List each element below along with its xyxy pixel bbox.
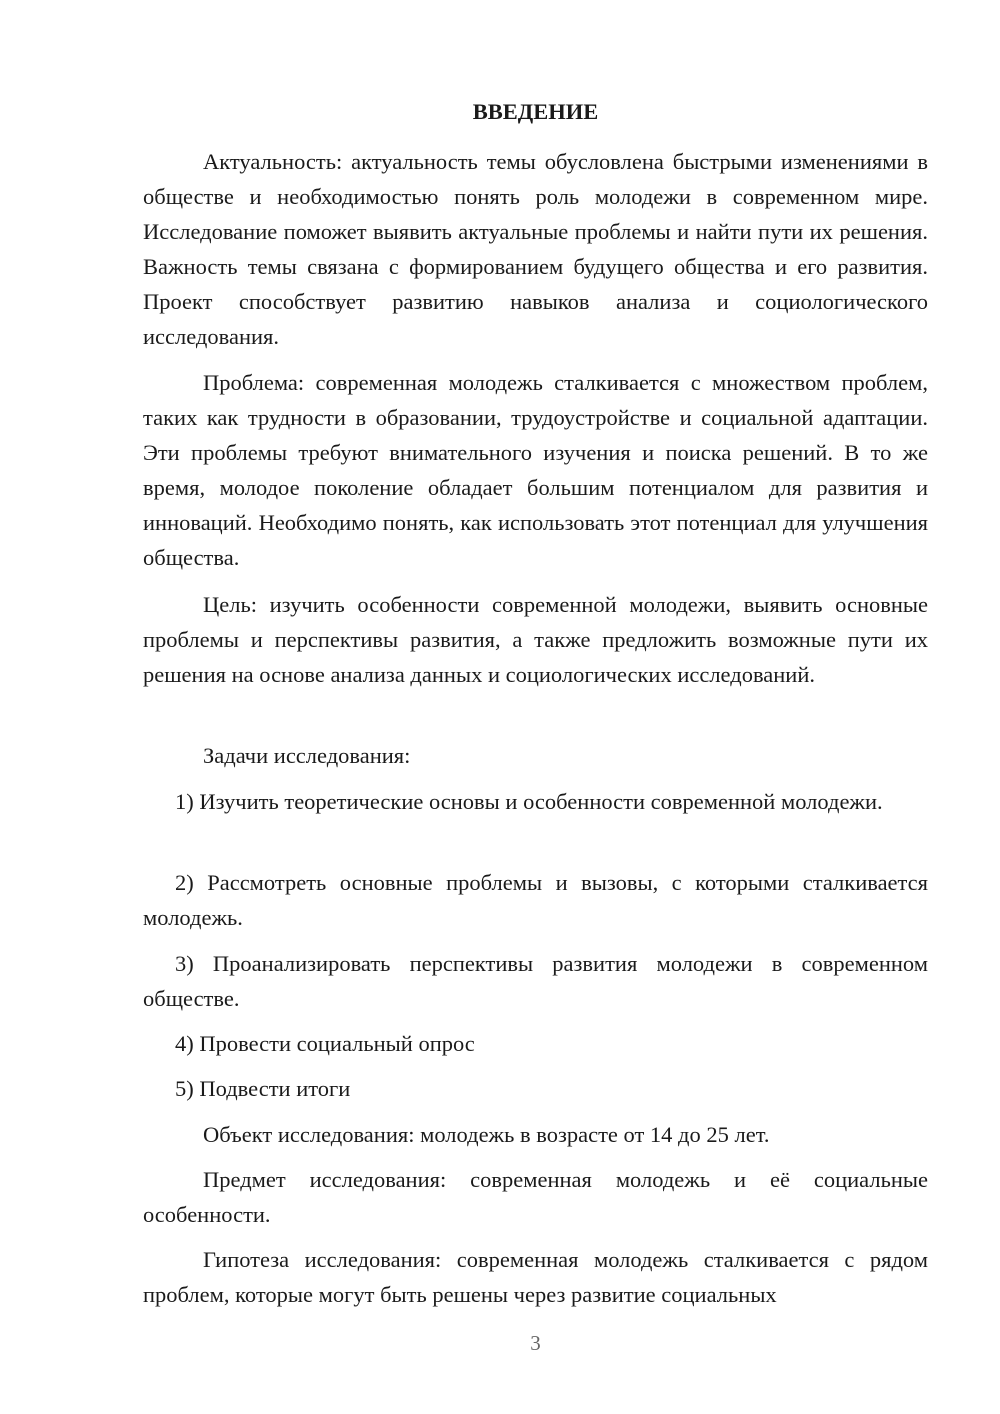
page-number: 3: [530, 1331, 541, 1355]
paragraph-relevance: Актуальность: актуальность темы обусловлена быстрыми изменениями в обществе и необходимостью понять роль молодежи в современном мире. Исследование поможет выявить актуальные проблемы и найти пути их решения. Важность темы связана с формированием будущего общества и его развития. Проект способствует развитию навыков анализа и социологического исследования.: [143, 149, 928, 349]
task-item-2: 2) Рассмотреть основные проблемы и вызовы, с которыми сталкивается молодежь.: [143, 870, 928, 930]
paragraph-problem: Проблема: современная молодежь сталкивается с множеством проблем, таких как трудности в образовании, трудоустройстве и социальной адаптации. Эти проблемы требуют внимательного изучения и поиска решений. В то же время, молодое поколение обладает большим потенциалом для развития и инноваций. Необходимо понять, как использовать этот потенциал для улучшения общества.: [143, 370, 928, 570]
section-heading: ВВЕДЕНИЕ: [472, 99, 599, 124]
paragraph-object: Объект исследования: молодежь в возрасте от 14 до 25 лет.: [203, 1122, 770, 1147]
task-item-4: 4) Провести социальный опрос: [175, 1031, 475, 1056]
task-item-1: 1) Изучить теоретические основы и особенности современной молодежи.: [175, 789, 883, 814]
paragraph-subject: Предмет исследования: современная молодежь и её социальные особенности.: [143, 1167, 928, 1227]
task-item-5: 5) Подвести итоги: [175, 1076, 351, 1101]
paragraph-hypothesis: Гипотеза исследования: современная молодежь сталкивается с рядом проблем, которые могут быть решены через развитие социальных: [143, 1247, 928, 1307]
paragraph-goal: Цель: изучить особенности современной молодежи, выявить основные проблемы и перспективы развития, а также предложить возможные пути их решения на основе анализа данных и социологических исследований.: [143, 592, 928, 687]
paragraph-tasks-title: Задачи исследования:: [203, 743, 411, 768]
task-item-3: 3) Проанализировать перспективы развития молодежи в современном обществе.: [143, 951, 928, 1011]
